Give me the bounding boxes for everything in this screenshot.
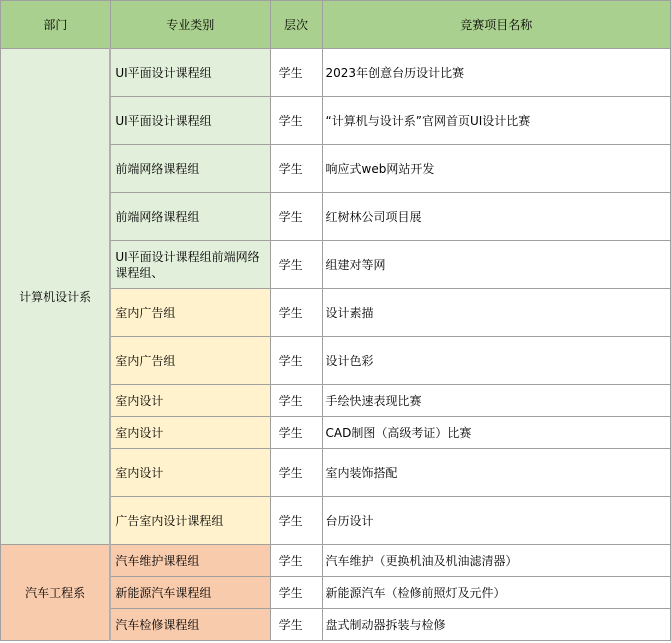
name-cell: 盘式制动器拆装与检修 bbox=[322, 609, 670, 641]
major-cell: 室内广告组 bbox=[110, 337, 270, 385]
header-row bbox=[1, 1, 671, 49]
name-cell: 汽车维护（更换机油及机油滤清器） bbox=[322, 545, 670, 577]
major-cell: 室内设计 bbox=[110, 417, 270, 449]
level-cell: 学生 bbox=[270, 385, 322, 417]
level-cell: 学生 bbox=[270, 417, 322, 449]
major-cell: 室内广告组 bbox=[110, 289, 270, 337]
level-cell: 学生 bbox=[270, 449, 322, 497]
name-cell: 手绘快速表现比赛 bbox=[322, 385, 670, 417]
level-cell: 学生 bbox=[270, 609, 322, 641]
name-cell: 台历设计 bbox=[322, 497, 670, 545]
name-cell: CAD制图（高级考证）比赛 bbox=[322, 417, 670, 449]
major-cell: UI平面设计课程组 bbox=[110, 49, 270, 97]
level-cell: 学生 bbox=[270, 193, 322, 241]
dept-cell: 计算机设计系 bbox=[1, 49, 111, 545]
level-cell: 学生 bbox=[270, 49, 322, 97]
level-cell: 学生 bbox=[270, 497, 322, 545]
name-cell: 响应式web网站开发 bbox=[322, 145, 670, 193]
dept-cell: 汽车工程系 bbox=[1, 545, 111, 641]
major-cell: 前端网络课程组 bbox=[110, 193, 270, 241]
major-cell: 汽车维护课程组 bbox=[110, 545, 270, 577]
major-cell: 汽车检修课程组 bbox=[110, 609, 270, 641]
major-cell: 新能源汽车课程组 bbox=[110, 577, 270, 609]
major-cell: 室内设计 bbox=[110, 449, 270, 497]
level-cell: 学生 bbox=[270, 577, 322, 609]
header-level: 层次 bbox=[270, 1, 322, 49]
name-cell: 红树林公司项目展 bbox=[322, 193, 670, 241]
name-cell: 室内装饰搭配 bbox=[322, 449, 670, 497]
name-cell: 设计素描 bbox=[322, 289, 670, 337]
name-cell: 新能源汽车（检修前照灯及元件） bbox=[322, 577, 670, 609]
major-cell: UI平面设计课程组前端网络课程组、 bbox=[110, 241, 270, 289]
header-major: 专业类别 bbox=[110, 1, 270, 49]
major-cell: UI平面设计课程组 bbox=[110, 97, 270, 145]
major-cell: 室内设计 bbox=[110, 385, 270, 417]
level-cell: 学生 bbox=[270, 545, 322, 577]
level-cell: 学生 bbox=[270, 145, 322, 193]
table-row bbox=[1, 545, 671, 577]
name-cell: 组建对等网 bbox=[322, 241, 670, 289]
level-cell: 学生 bbox=[270, 289, 322, 337]
major-cell: 广告室内设计课程组 bbox=[110, 497, 270, 545]
header-dept: 部门 bbox=[1, 1, 111, 49]
name-cell: 设计色彩 bbox=[322, 337, 670, 385]
level-cell: 学生 bbox=[270, 337, 322, 385]
table-row bbox=[1, 49, 671, 97]
header-name: 竞赛项目名称 bbox=[322, 1, 670, 49]
name-cell: 2023年创意台历设计比赛 bbox=[322, 49, 670, 97]
level-cell: 学生 bbox=[270, 97, 322, 145]
name-cell: “计算机与设计系”官网首页UI设计比赛 bbox=[322, 97, 670, 145]
major-cell: 前端网络课程组 bbox=[110, 145, 270, 193]
level-cell: 学生 bbox=[270, 241, 322, 289]
